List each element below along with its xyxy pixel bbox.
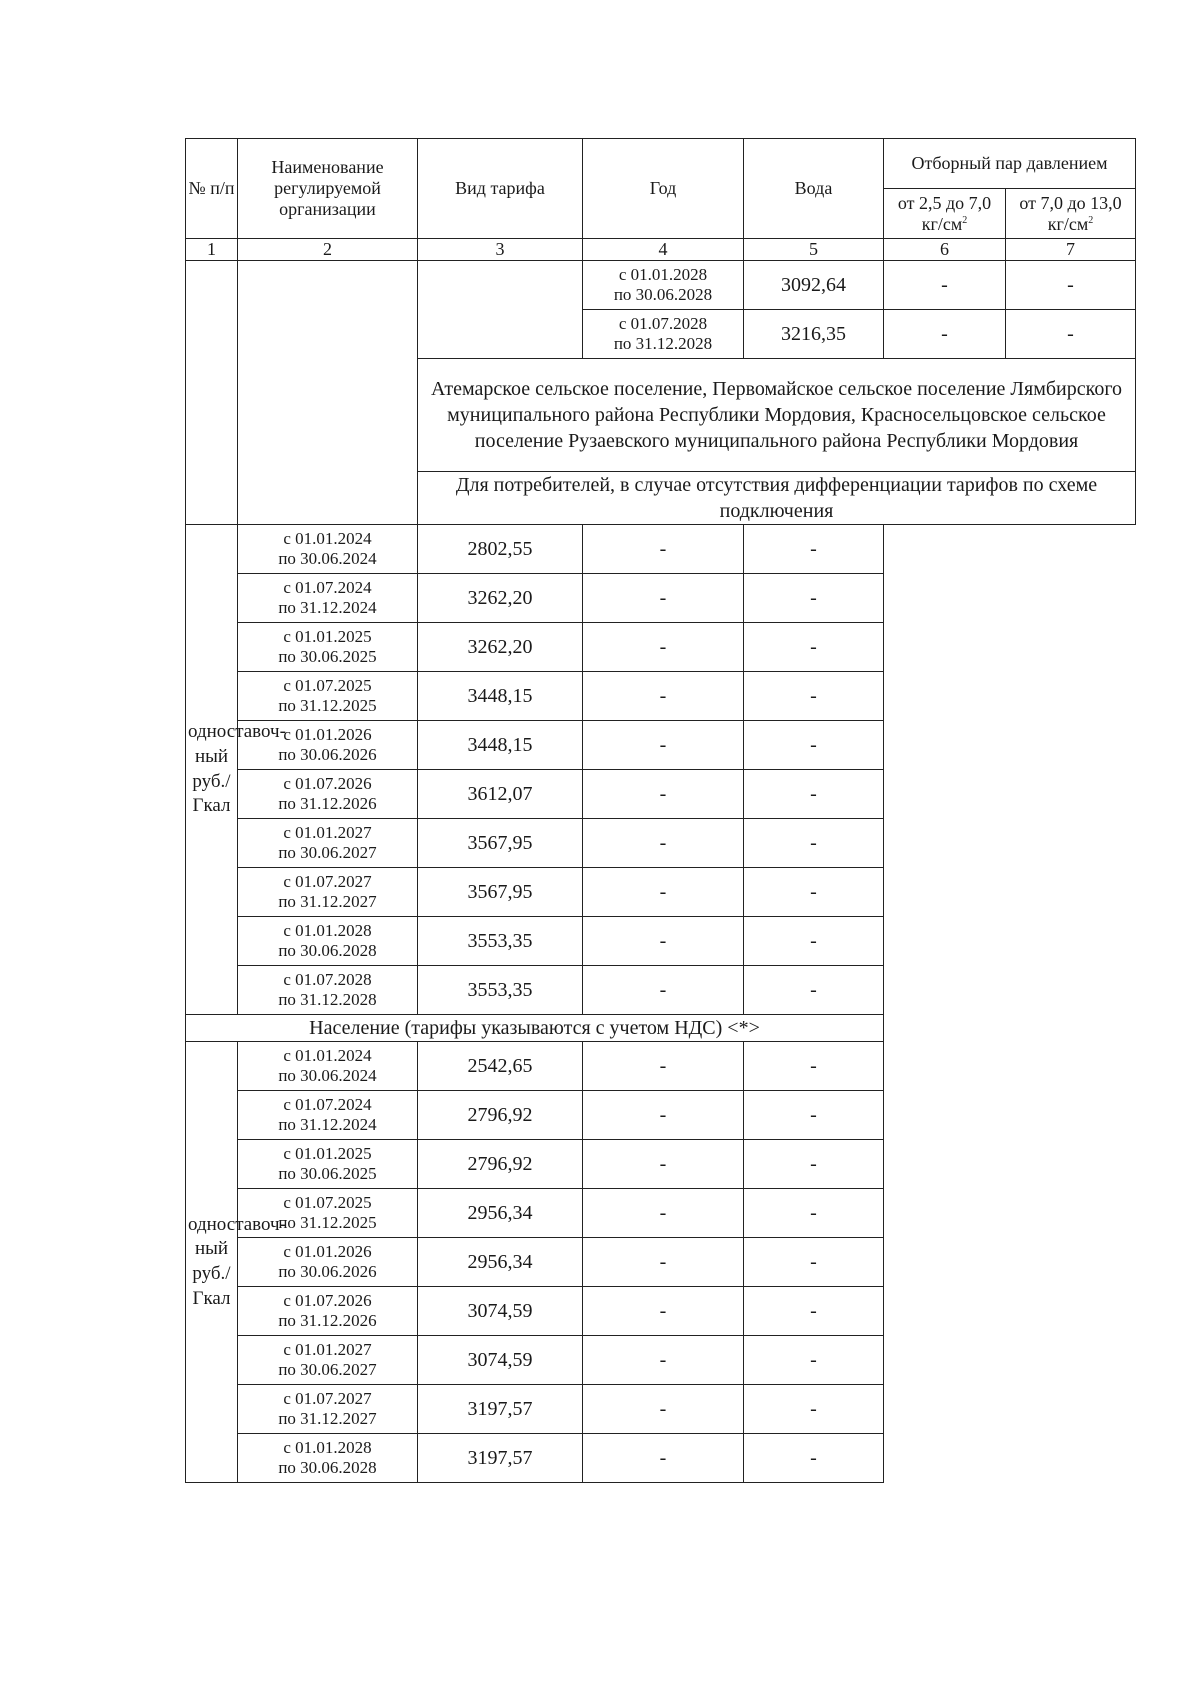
table-row xyxy=(186,721,1136,770)
steam-low-value: - xyxy=(583,1042,744,1091)
settlement-title: Атемарское сельское поселение, Первомайское сельское поселение Лямбирского муниципального района Республики Мордовия, Красносельцовское сельское поселение Рузаевского муниципального района Республики Мордовия xyxy=(418,359,1136,472)
table-row xyxy=(186,525,1136,574)
steam-high-value: - xyxy=(744,525,884,574)
tariff-table xyxy=(185,138,1136,1483)
steam-low-value: - xyxy=(583,623,744,672)
period-cell: с 01.01.2027 по 30.06.2027 xyxy=(238,819,418,868)
steam-high-value: - xyxy=(744,966,884,1015)
steam-high-value: - xyxy=(744,1140,884,1189)
table-row xyxy=(186,1238,1136,1287)
period-cell: с 01.01.2028 по 30.06.2028 xyxy=(238,917,418,966)
period-cell: с 01.01.2026 по 30.06.2026 xyxy=(238,1238,418,1287)
period-cell: с 01.01.2028 по 30.06.2028 xyxy=(238,1434,418,1483)
steam-low-value: - xyxy=(583,1091,744,1140)
steam-high-value: - xyxy=(744,1091,884,1140)
table-row xyxy=(186,770,1136,819)
steam-high-value: - xyxy=(744,574,884,623)
water-value: 2542,65 xyxy=(418,1042,583,1091)
column-number: 7 xyxy=(1006,239,1136,261)
water-value: 2956,34 xyxy=(418,1189,583,1238)
steam-low-value: - xyxy=(583,574,744,623)
steam-high-value: - xyxy=(744,1042,884,1091)
water-value: 3092,64 xyxy=(744,261,884,310)
steam-high-value: - xyxy=(744,917,884,966)
table-row xyxy=(186,623,1136,672)
water-value: 3553,35 xyxy=(418,917,583,966)
water-value: 3216,35 xyxy=(744,310,884,359)
period-cell: с 01.07.2024 по 31.12.2024 xyxy=(238,1091,418,1140)
column-number: 4 xyxy=(583,239,744,261)
period-cell: с 01.01.2025 по 30.06.2025 xyxy=(238,1140,418,1189)
steam-high-value: - xyxy=(744,1287,884,1336)
steam-low-value: - xyxy=(583,819,744,868)
header-organization: Наименование регулируемой организации xyxy=(238,139,418,239)
steam-low-value: - xyxy=(583,1140,744,1189)
table-row xyxy=(186,1336,1136,1385)
period-cell: с 01.01.2025 по 30.06.2025 xyxy=(238,623,418,672)
steam-low-value: - xyxy=(583,1287,744,1336)
header-steam: Отборный пар давлением xyxy=(884,139,1136,189)
steam-high-value: - xyxy=(744,770,884,819)
period-cell: с 01.07.2027 по 31.12.2027 xyxy=(238,868,418,917)
water-value: 3262,20 xyxy=(418,574,583,623)
period-cell: с 01.01.2024 по 30.06.2024 xyxy=(238,1042,418,1091)
table-row xyxy=(186,574,1136,623)
steam-low-value: - xyxy=(583,1189,744,1238)
water-value: 3197,57 xyxy=(418,1385,583,1434)
section1-rows xyxy=(186,525,1136,1015)
water-value: 3074,59 xyxy=(418,1336,583,1385)
table-row xyxy=(186,819,1136,868)
steam-high-value: - xyxy=(744,868,884,917)
table-row xyxy=(186,917,1136,966)
water-value: 2796,92 xyxy=(418,1091,583,1140)
tariff-type-cell: одноставоч- ный руб./Гкал xyxy=(186,525,238,1015)
steam-low-value: - xyxy=(583,770,744,819)
steam-high-value: - xyxy=(744,1189,884,1238)
water-value: 3448,15 xyxy=(418,672,583,721)
header-year: Год xyxy=(583,139,744,239)
steam-low-value: - xyxy=(583,525,744,574)
water-value: 3612,07 xyxy=(418,770,583,819)
section2-rows xyxy=(186,1042,1136,1483)
water-value: 3262,20 xyxy=(418,623,583,672)
steam-low-value: - xyxy=(583,917,744,966)
steam-high-value: - xyxy=(744,672,884,721)
steam-low-value: - xyxy=(583,1434,744,1483)
steam-high-value: - xyxy=(744,1385,884,1434)
steam-high-value: - xyxy=(744,1336,884,1385)
steam-low-value: - xyxy=(884,261,1006,310)
no-cell xyxy=(186,261,238,525)
period-cell: с 01.01.2024 по 30.06.2024 xyxy=(238,525,418,574)
section-title-consumers: Для потребителей, в случае отсутствия дифференциации тарифов по схеме подключения xyxy=(418,472,1136,525)
period-cell: с 01.07.2027 по 31.12.2027 xyxy=(238,1385,418,1434)
organization-cell xyxy=(238,261,418,525)
steam-low-value: - xyxy=(583,721,744,770)
column-number: 2 xyxy=(238,239,418,261)
water-value: 3567,95 xyxy=(418,868,583,917)
table-row xyxy=(186,672,1136,721)
water-value: 3197,57 xyxy=(418,1434,583,1483)
header-steam-low: от 2,5 до 7,0 $кг/см^2$ xyxy=(884,189,1006,239)
period-cell: с 01.07.2028 по 31.12.2028 xyxy=(583,310,744,359)
table-row xyxy=(186,1091,1136,1140)
water-value: 3074,59 xyxy=(418,1287,583,1336)
header-steam-high: от 7,0 до 13,0 $кг/см^2$ xyxy=(1006,189,1136,239)
steam-low-value: - xyxy=(583,1385,744,1434)
steam-low-value: - xyxy=(583,1336,744,1385)
column-number: 3 xyxy=(418,239,583,261)
period-cell: с 01.01.2027 по 30.06.2027 xyxy=(238,1336,418,1385)
steam-low-value: - xyxy=(583,1238,744,1287)
steam-low-value: - xyxy=(583,868,744,917)
table-row xyxy=(186,1140,1136,1189)
steam-high-value: - xyxy=(744,1434,884,1483)
period-cell: с 01.07.2025 по 31.12.2025 xyxy=(238,672,418,721)
water-value: 2802,55 xyxy=(418,525,583,574)
table-row xyxy=(186,966,1136,1015)
tariff-type-cell: одноставоч- ный руб./Гкал xyxy=(186,1042,238,1483)
column-number: 1 xyxy=(186,239,238,261)
table-row xyxy=(186,1287,1136,1336)
steam-low-value: - xyxy=(583,966,744,1015)
water-value: 3553,35 xyxy=(418,966,583,1015)
steam-high-value: - xyxy=(744,623,884,672)
tariff-type-cell xyxy=(418,261,583,359)
table-row xyxy=(186,868,1136,917)
water-value: 3567,95 xyxy=(418,819,583,868)
section-title-population: Население (тарифы указываются с учетом НДС) <*> xyxy=(186,1015,884,1042)
period-cell: с 01.07.2028 по 31.12.2028 xyxy=(238,966,418,1015)
steam-high-value: - xyxy=(1006,261,1136,310)
steam-high-value: - xyxy=(744,721,884,770)
steam-high-value: - xyxy=(744,1238,884,1287)
water-value: 3448,15 xyxy=(418,721,583,770)
column-number: 6 xyxy=(884,239,1006,261)
table-row xyxy=(186,1385,1136,1434)
header-no: № п/п xyxy=(186,139,238,239)
header-water: Вода xyxy=(744,139,884,239)
table-row xyxy=(186,1189,1136,1238)
period-cell: с 01.07.2026 по 31.12.2026 xyxy=(238,770,418,819)
document-page xyxy=(185,138,1135,1483)
water-value: 2956,34 xyxy=(418,1238,583,1287)
period-cell: с 01.01.2028 по 30.06.2028 xyxy=(583,261,744,310)
water-value: 2796,92 xyxy=(418,1140,583,1189)
steam-high-value: - xyxy=(1006,310,1136,359)
period-cell: с 01.07.2024 по 31.12.2024 xyxy=(238,574,418,623)
table-row xyxy=(186,1434,1136,1483)
steam-low-value: - xyxy=(884,310,1006,359)
period-cell: с 01.01.2026 по 30.06.2026 xyxy=(238,721,418,770)
period-cell: с 01.07.2025 по 31.12.2025 xyxy=(238,1189,418,1238)
period-cell: с 01.07.2026 по 31.12.2026 xyxy=(238,1287,418,1336)
header-tariff-type: Вид тарифа xyxy=(418,139,583,239)
column-number: 5 xyxy=(744,239,884,261)
table-row xyxy=(186,1042,1136,1091)
steam-high-value: - xyxy=(744,819,884,868)
steam-low-value: - xyxy=(583,672,744,721)
